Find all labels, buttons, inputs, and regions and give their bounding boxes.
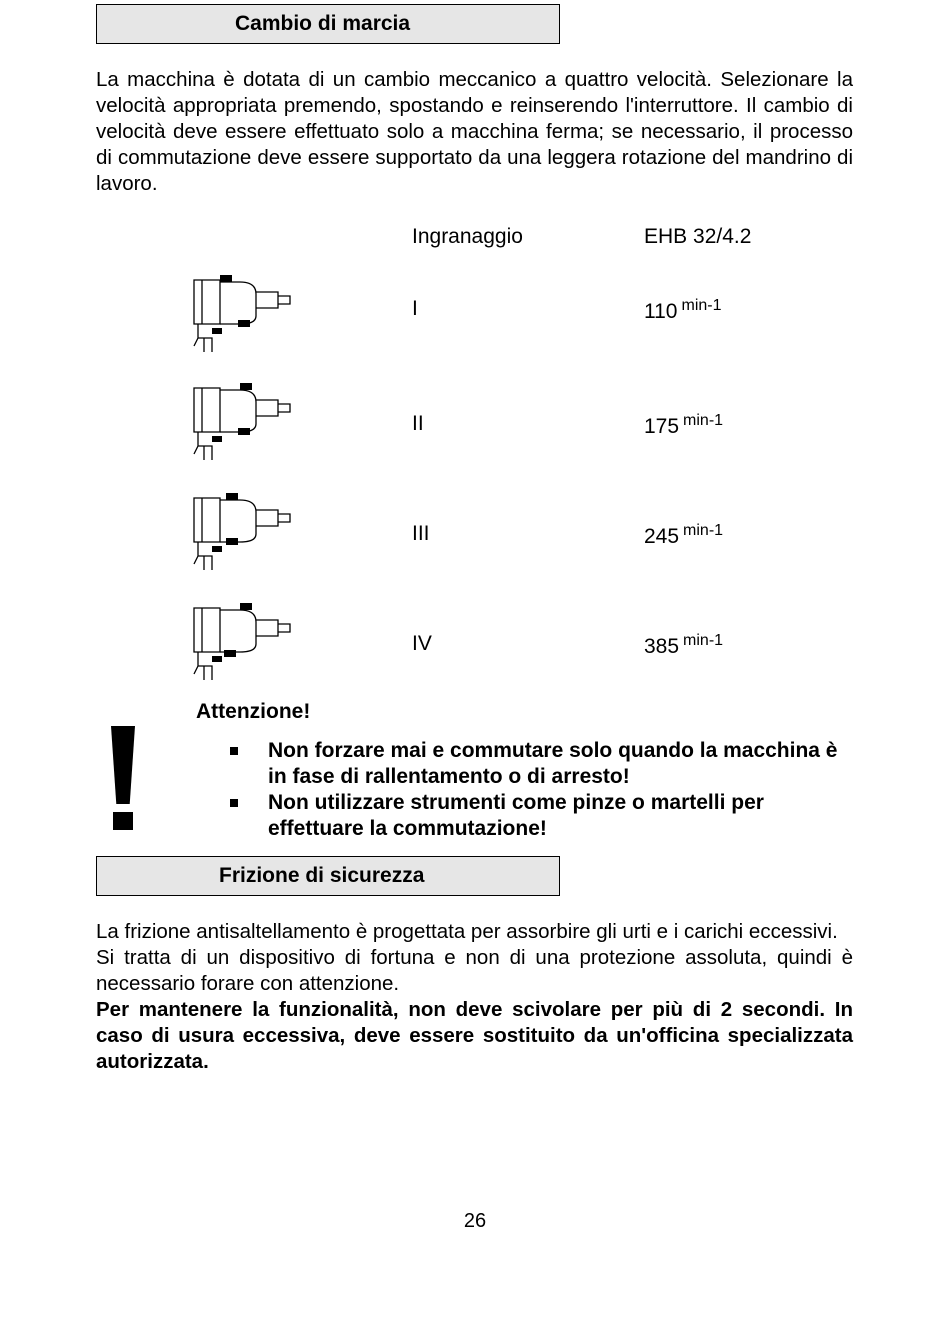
warning-title: Attenzione! xyxy=(196,700,311,723)
list-item xyxy=(228,790,848,842)
section-title: Frizione di sicurezza xyxy=(219,864,425,887)
frizione-paragraph xyxy=(96,919,853,1075)
model-column-header: EHB 32/4.2 xyxy=(644,225,752,248)
section-header-cambio xyxy=(96,4,560,44)
bullet-text: Non forzare mai e commutare solo quando la macchina è in fase di rallentamento o di arresto! xyxy=(268,739,838,788)
speed-unit: min-1 xyxy=(683,412,724,429)
speed-value: 110 xyxy=(644,300,678,323)
drill-gear-4-icon xyxy=(190,600,296,690)
section-title: Cambio di marcia xyxy=(235,12,411,35)
gear-speed-2 xyxy=(644,412,723,439)
gear-speed-4 xyxy=(644,632,723,659)
paragraph-text: Si tratta di un dispositivo di fortuna e non di una protezione assoluta, quindi è necessario forare con attenzione. xyxy=(96,946,853,995)
intro-paragraph xyxy=(96,67,853,197)
gear-speed-1 xyxy=(644,297,722,324)
gear-column-header: Ingranaggio xyxy=(412,225,523,248)
speed-unit: min-1 xyxy=(683,522,724,539)
speed-value: 385 xyxy=(644,635,680,658)
warning-list xyxy=(228,738,848,842)
speed-value: 245 xyxy=(644,525,680,548)
gear-label-4: IV xyxy=(412,632,432,655)
gear-speed-3 xyxy=(644,522,723,549)
section-header-frizione xyxy=(96,856,560,896)
speed-value: 175 xyxy=(644,415,680,438)
page-number: 26 xyxy=(463,1210,487,1232)
paragraph-bold-text: Per mantenere la funzionalità, non deve scivolare per più di 2 secondi. In caso di usura eccessiva, deve essere sostituito da un'officina specializzata autorizzata. xyxy=(96,998,853,1073)
speed-unit: min-1 xyxy=(681,297,722,314)
bullet-icon xyxy=(230,747,238,755)
gear-label-3: III xyxy=(412,522,430,545)
speed-unit: min-1 xyxy=(683,632,724,649)
drill-gear-3-icon xyxy=(190,490,296,580)
paragraph-text: La macchina è dotata di un cambio meccanico a quattro velocità. Selezionare la velocità appropriata premendo, spostando e reinserendo l'interruttore. Il cambio di velocità deve essere effettuato solo a macchina ferma; se necessario, il processo di commutazione deve essere supportato da una leggera rotazione del mandrino di lavoro. xyxy=(96,68,853,195)
bullet-text: Non utilizzare strumenti come pinze o martelli per effettuare la commutazione! xyxy=(268,791,764,840)
paragraph-text: La frizione antisaltellamento è progettata per assorbire gli urti e i carichi eccessivi. xyxy=(96,920,838,943)
exclamation-icon xyxy=(108,720,138,830)
list-item xyxy=(228,738,848,790)
bullet-icon xyxy=(230,799,238,807)
drill-gear-2-icon xyxy=(190,380,296,470)
gear-label-1: I xyxy=(412,297,418,320)
gear-label-2: II xyxy=(412,412,424,435)
drill-gear-1-icon xyxy=(190,272,296,362)
